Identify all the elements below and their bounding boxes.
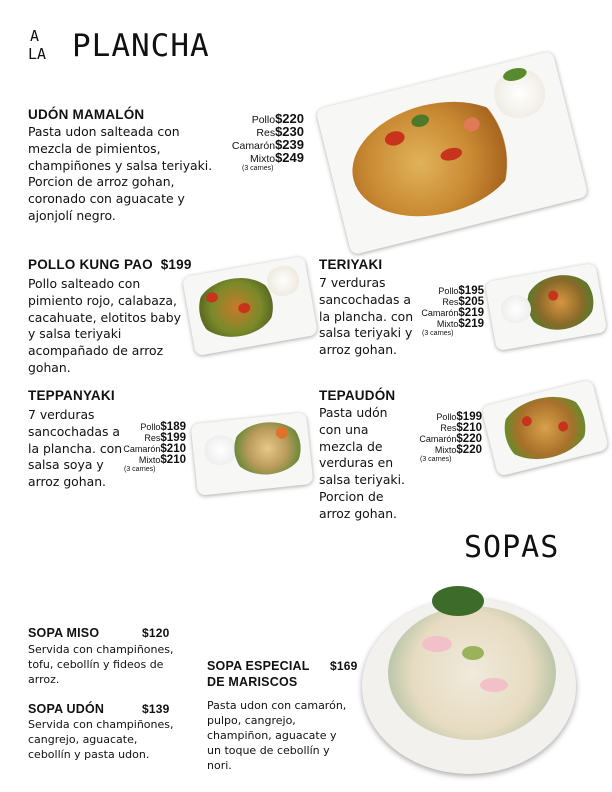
price-row: Res$230 (256, 124, 304, 139)
sopa-udon-price: $139 (142, 702, 170, 716)
udon-prices (210, 113, 304, 172)
miso-description: Servida con champiñones, tofu, cebollín y fideos de arroz. (28, 643, 174, 686)
kungpao-title: POLLO KUNG PAO $199 (28, 257, 192, 272)
teppanyaki-dish-image (191, 412, 314, 496)
mariscos-soup-image (362, 586, 576, 782)
mariscos-title-line2: DE MARISCOS (207, 675, 298, 689)
udon-description: Pasta udon salteada con mezcla de pimientos, champiñones y salsa teriyaki. Porcion de arroz gohan, coronado con aguacate y ajonjolí negro. (28, 124, 213, 223)
price-row: Pollo$220 (251, 111, 304, 126)
kungpao-dish-image (182, 256, 318, 356)
teppanyaki-prices (118, 422, 186, 473)
price-row: Res$210 (440, 422, 482, 434)
price-row: Camarón$239 (231, 137, 304, 152)
header-prefix-a: A (30, 27, 40, 45)
tepaudon-prices (406, 412, 482, 463)
price-row: Pollo$189 (140, 421, 186, 433)
header-prefix-la: LA (28, 45, 47, 63)
price-row: Camarón$210 (123, 443, 186, 455)
price-note: (3 carnes) (124, 466, 156, 473)
price-note: (3 carnes) (420, 456, 452, 463)
miso-price: $120 (142, 626, 170, 640)
price-row: Res$205 (442, 296, 484, 308)
teriyaki-prices (408, 286, 484, 337)
kungpao-description: Pollo salteado con pimiento rojo, calabaza, cacahuate, elotitos baby y salsa teriyaki acompañado de arroz gohan. (28, 276, 181, 375)
udon-title: UDÓN MAMALÓN (28, 107, 145, 122)
price-row: Mixto$249 (249, 150, 304, 165)
teriyaki-dish-image (485, 263, 607, 351)
tepaudon-dish-image (481, 379, 609, 476)
teriyaki-title: TERIYAKI (319, 257, 383, 272)
section-header-sopas: SOPAS (464, 530, 560, 565)
price-note: (3 carnes) (242, 165, 274, 172)
price-row: Camarón$220 (419, 433, 482, 445)
mariscos-price: $169 (330, 659, 358, 673)
price-row: Pollo$199 (436, 411, 482, 423)
tepaudon-title: TEPAUDÓN (319, 388, 396, 403)
sopa-udon-title: SOPA UDÓN (28, 702, 105, 716)
price-row: Mixto$210 (138, 454, 186, 466)
price-row: Mixto$219 (436, 318, 484, 330)
teppanyaki-title: TEPPANYAKI (28, 388, 115, 403)
price-row: Pollo$195 (438, 285, 484, 297)
teppanyaki-description: 7 verduras sancochadas a la plancha. con salsa soya y arroz gohan. (28, 407, 123, 490)
udon-dish-image (315, 51, 588, 256)
mariscos-description: Pasta udon con camarón, pulpo, cangrejo, champiñon, aguacate y un toque de cebollín y nori. (207, 699, 347, 772)
price-note: (3 carnes) (422, 330, 454, 337)
tepaudon-description: Pasta udón con una mezcla de verduras en salsa teriyaki. Porcion de arroz gohan. (319, 405, 405, 521)
miso-title: SOPA MISO (28, 626, 100, 640)
sopa-udon-description: Servida con champiñones, cangrejo, aguacate, cebollín y pasta udon. (28, 718, 174, 761)
price-row: Res$199 (144, 432, 186, 444)
kungpao-price: $199 (160, 257, 192, 272)
price-row: Camarón$219 (421, 307, 484, 319)
header-title: PLANCHA (72, 28, 210, 64)
teriyaki-description: 7 verduras sancochadas a la plancha. con salsa teriyaki y arroz gohan. (319, 275, 414, 358)
mariscos-title-line1: SOPA ESPECIAL (207, 659, 310, 673)
price-row: Mixto$220 (434, 444, 482, 456)
